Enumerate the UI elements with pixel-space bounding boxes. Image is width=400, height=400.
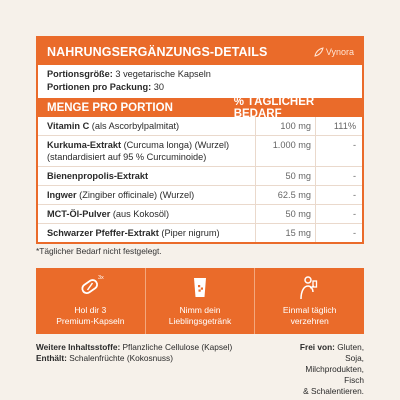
drink-cup-icon (186, 273, 214, 301)
ingredient-name: Vitamin C (als Ascorbylpalmitat) (38, 117, 256, 135)
ingredient-row (38, 117, 362, 136)
ingredient-row (38, 186, 362, 205)
ingredient-name: Bienenpropolis-Extrakt (38, 167, 256, 185)
leaf-icon (314, 47, 324, 57)
panel-title: NAHRUNGSERGÄNZUNGS-DETAILS (47, 44, 268, 59)
step-daily-label: Einmal täglich verzehren (282, 305, 337, 326)
step-daily (254, 268, 364, 334)
ingredient-table (38, 117, 362, 242)
supplement-facts-panel (36, 36, 364, 244)
step-drink-label: Nimm dein Lieblingsgetränk (168, 305, 232, 326)
ingredient-amount: 1.000 mg (256, 136, 316, 166)
step-drink (145, 268, 255, 334)
contains-line: Enthält: Schalenfrüchte (Kokosnuss) (36, 353, 173, 363)
ingredient-amount: 15 mg (256, 224, 316, 242)
ingredient-daily-value: - (352, 140, 356, 150)
ingredient-daily-value: - (352, 171, 356, 181)
servings-per-pack: Portionen pro Packung: 30 (47, 82, 164, 92)
step-capsules (36, 268, 145, 334)
ingredient-daily-value: 111% (333, 121, 356, 131)
ingredient-name: Kurkuma-Extrakt (Curcuma longa) (Wurzel) (standardisiert auf 95 % Curcuminoide) (38, 136, 256, 166)
ingredient-amount: 50 mg (256, 167, 316, 185)
ingredient-row (38, 136, 362, 167)
ingredient-daily-value: - (352, 209, 356, 219)
other-ingredients-line: Weitere Inhaltsstoffe: Pflanzliche Cellulose (Kapsel) (36, 342, 233, 352)
ingredient-daily-value: - (352, 190, 356, 200)
footnote: *Täglicher Bedarf nicht festgelegt. (36, 246, 162, 256)
ingredient-name: MCT-Öl-Pulver (aus Kokosöl) (38, 205, 256, 223)
brand-logo (314, 47, 354, 57)
panel-header (38, 38, 362, 65)
ingredient-amount: 100 mg (256, 117, 316, 135)
ingredient-amount: 62.5 mg (256, 186, 316, 204)
ingredient-daily-value: - (352, 228, 356, 238)
ingredient-amount: 50 mg (256, 205, 316, 223)
daily-value-column-header: % TÄGLICHER BEDARF (233, 95, 315, 120)
free-from: Frei von: Gluten, Soja, Milchprodukten, Fisch & Schalentieren. (299, 342, 364, 396)
other-ingredients (36, 342, 276, 364)
step-capsules-label: Hol dir 3 Premium-Kapseln (56, 305, 125, 326)
column-header (38, 95, 362, 120)
person-drinking-icon (296, 273, 324, 301)
serving-size: Portionsgröße: 3 vegetarische Kapseln (47, 69, 211, 79)
ingredient-name: Ingwer (Zingiber officinale) (Wurzel) (38, 186, 256, 204)
ingredient-name: Schwarzer Pfeffer-Extrakt (Piper nigrum) (38, 224, 256, 242)
capsule-icon (76, 273, 104, 301)
ingredient-row (38, 167, 362, 186)
usage-icons-strip (36, 268, 364, 334)
capsule-badge: 3x (98, 275, 105, 281)
ingredient-row (38, 224, 362, 242)
serving-info (38, 65, 362, 98)
ingredient-row (38, 205, 362, 224)
brand-name: Vynora (325, 46, 354, 57)
amount-column-header: MENGE PRO PORTION (47, 101, 173, 114)
